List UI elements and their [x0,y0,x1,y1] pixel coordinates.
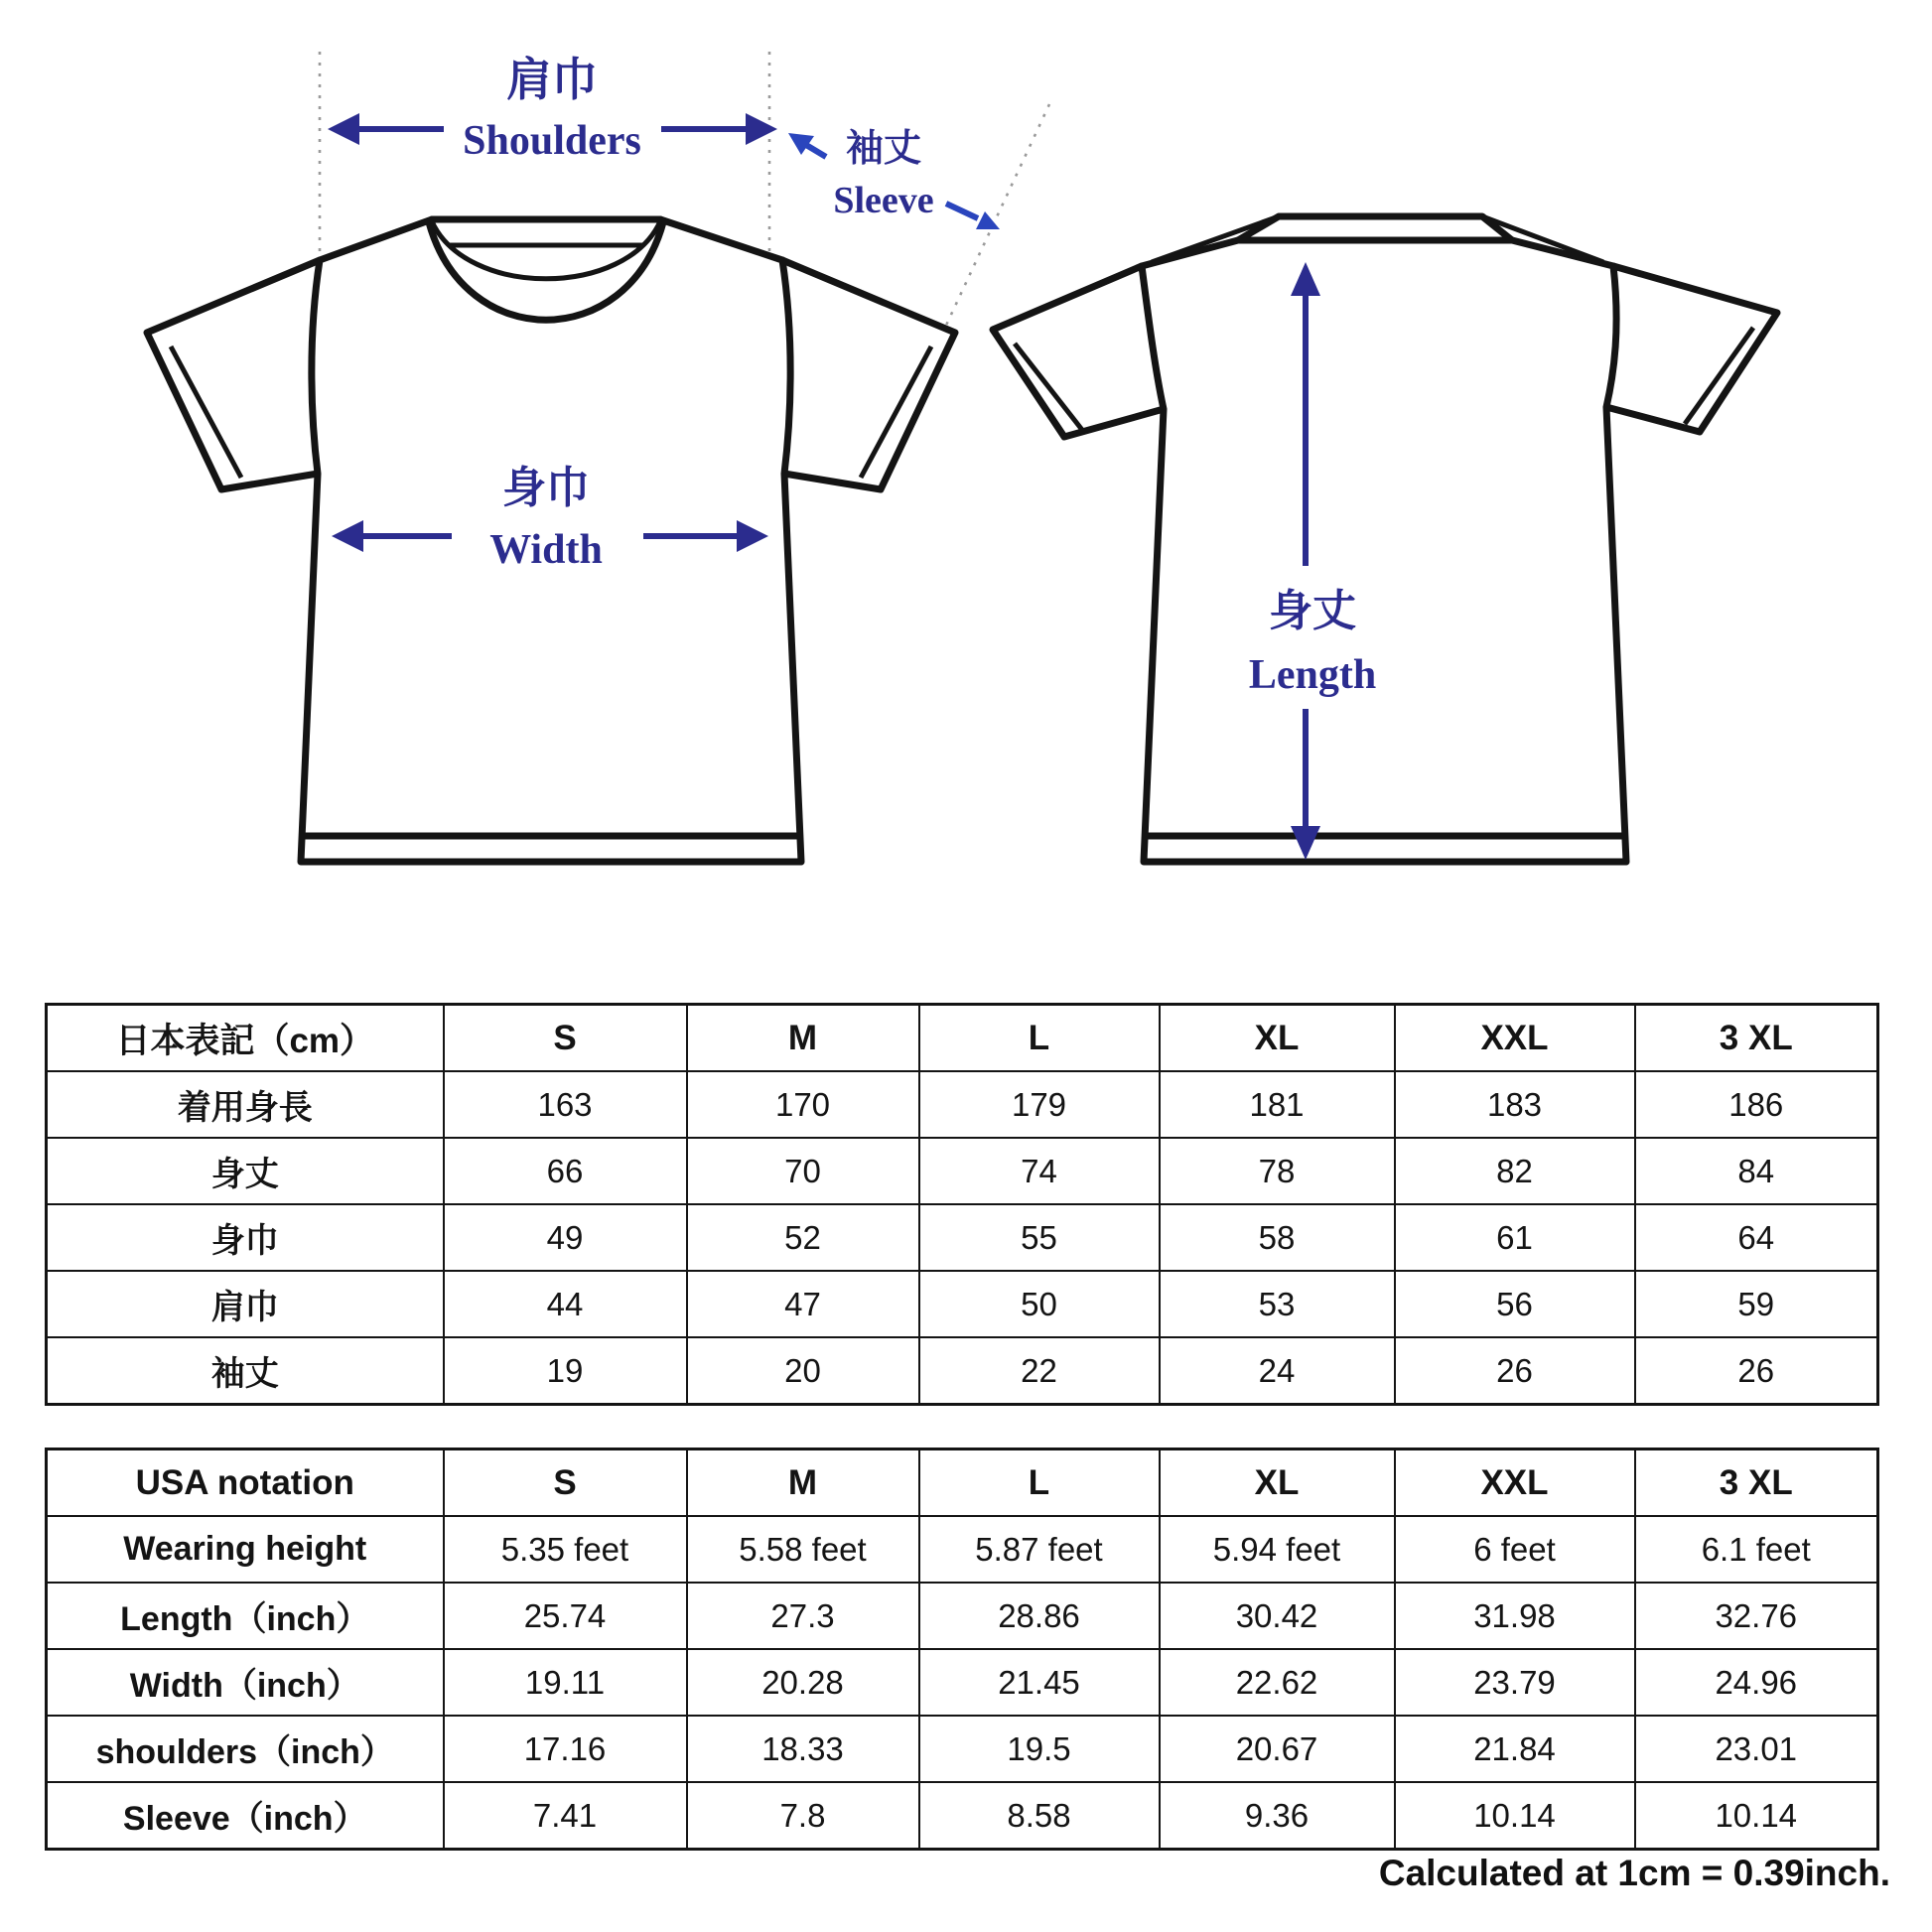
value-cell: 24 [1160,1337,1395,1405]
value-cell: 186 [1635,1071,1878,1138]
value-cell: 19.5 [919,1716,1160,1782]
value-cell: 8.58 [919,1782,1160,1850]
value-cell: 78 [1160,1138,1395,1204]
size-header-cell: M [687,1449,919,1517]
sleeve-guide-line [943,104,1049,332]
value-cell: 181 [1160,1071,1395,1138]
length-label-en: Length [1248,652,1377,698]
value-cell: 19 [444,1337,687,1405]
size-header-cell: XL [1160,1449,1395,1517]
size-header-cell: 3 XL [1635,1005,1878,1072]
value-cell: 7.41 [444,1782,687,1850]
value-cell: 10.14 [1395,1782,1635,1850]
value-cell: 23.01 [1635,1716,1878,1782]
size-header-cell: S [444,1005,687,1072]
value-cell: 27.3 [687,1583,919,1649]
row-label-cell: 身丈 [47,1138,444,1204]
row-label-cell: Wearing height [47,1516,444,1583]
value-cell: 30.42 [1160,1583,1395,1649]
value-cell: 59 [1635,1271,1878,1337]
value-cell: 50 [919,1271,1160,1337]
size-header-cell: L [919,1449,1160,1517]
value-cell: 64 [1635,1204,1878,1271]
shoulders-label-jp: 肩巾 [506,55,598,105]
width-label-en: Width [489,527,603,573]
value-cell: 163 [444,1071,687,1138]
shoulders-annotation [328,55,777,164]
size-header-cell: S [444,1449,687,1517]
value-cell: 32.76 [1635,1583,1878,1649]
value-cell: 20.28 [687,1649,919,1716]
value-cell: 26 [1395,1337,1635,1405]
table-row [47,1204,1878,1271]
value-cell: 20 [687,1337,919,1405]
table-row [47,1583,1878,1649]
value-cell: 53 [1160,1271,1395,1337]
value-cell: 55 [919,1204,1160,1271]
row-label-cell: 身巾 [47,1204,444,1271]
value-cell: 5.35 feet [444,1516,687,1583]
back-body [1142,240,1626,862]
value-cell: 5.94 feet [1160,1516,1395,1583]
row-label-cell: shoulders（inch） [47,1716,444,1782]
value-cell: 6.1 feet [1635,1516,1878,1583]
sleeve-arrow-upleft-icon [806,145,826,157]
value-cell: 23.79 [1395,1649,1635,1716]
size-table-cm [45,1003,1879,1406]
row-label-cell: Width（inch） [47,1649,444,1716]
value-cell: 5.58 feet [687,1516,919,1583]
value-cell: 82 [1395,1138,1635,1204]
value-cell: 22.62 [1160,1649,1395,1716]
row-label-cell: Sleeve（inch） [47,1782,444,1850]
value-cell: 66 [444,1138,687,1204]
front-left-sleeve [147,260,320,489]
value-cell: 22 [919,1337,1160,1405]
value-cell: 20.67 [1160,1716,1395,1782]
value-cell: 28.86 [919,1583,1160,1649]
row-label-cell: 着用身長 [47,1071,444,1138]
row-label-cell: 肩巾 [47,1271,444,1337]
value-cell: 170 [687,1071,919,1138]
value-cell: 58 [1160,1204,1395,1271]
size-header-cell: 3 XL [1635,1449,1878,1517]
table-header-row [47,1005,1878,1072]
size-header-cell: M [687,1005,919,1072]
conversion-note: Calculated at 1cm = 0.39inch. [1378,1853,1890,1893]
table-row [47,1138,1878,1204]
row-label-cell: 袖丈 [47,1337,444,1405]
value-cell: 84 [1635,1138,1878,1204]
value-cell: 26 [1635,1337,1878,1405]
value-cell: 49 [444,1204,687,1271]
value-cell: 44 [444,1271,687,1337]
sleeve-label-jp: 袖丈 [845,128,922,170]
row-label-cell: Length（inch） [47,1583,444,1649]
value-cell: 24.96 [1635,1649,1878,1716]
back-right-sleeve [1606,266,1777,432]
value-cell: 6 feet [1395,1516,1635,1583]
table-header-row [47,1449,1878,1517]
value-cell: 19.11 [444,1649,687,1716]
size-table-usa [45,1448,1879,1851]
table-row [47,1271,1878,1337]
value-cell: 74 [919,1138,1160,1204]
size-header-cell: L [919,1005,1160,1072]
value-cell: 47 [687,1271,919,1337]
size-header-cell: XXL [1395,1449,1635,1517]
shoulders-label-en: Shoulders [463,118,641,164]
table-title-cell: 日本表記（cm） [47,1005,444,1072]
value-cell: 179 [919,1071,1160,1138]
length-label-jp: 身丈 [1269,587,1356,635]
value-cell: 17.16 [444,1716,687,1782]
value-cell: 61 [1395,1204,1635,1271]
value-cell: 21.45 [919,1649,1160,1716]
table-row [47,1071,1878,1138]
value-cell: 7.8 [687,1782,919,1850]
table-row [47,1649,1878,1716]
width-label-jp: 身巾 [502,464,590,512]
table-row [47,1716,1878,1782]
value-cell: 18.33 [687,1716,919,1782]
value-cell: 9.36 [1160,1782,1395,1850]
shoulders-arrow-right-head-icon [746,113,777,145]
sleeve-arrow-downright-icon [946,204,978,218]
sleeve-label-en: Sleeve [833,180,934,221]
value-cell: 10.14 [1635,1782,1878,1850]
value-cell: 5.87 feet [919,1516,1160,1583]
sleeve-arrow-downright-head-icon [976,211,1000,229]
value-cell: 31.98 [1395,1583,1635,1649]
value-cell: 52 [687,1204,919,1271]
value-cell: 21.84 [1395,1716,1635,1782]
table-title-cell: USA notation [47,1449,444,1517]
sleeve-annotation [788,128,1000,229]
value-cell: 183 [1395,1071,1635,1138]
value-cell: 25.74 [444,1583,687,1649]
size-header-cell: XL [1160,1005,1395,1072]
table-row [47,1337,1878,1405]
value-cell: 70 [687,1138,919,1204]
value-cell: 56 [1395,1271,1635,1337]
back-shirt-drawing [993,216,1777,862]
front-right-sleeve [782,260,955,489]
table-row [47,1782,1878,1850]
shoulders-arrow-left-head-icon [328,113,359,145]
table-row [47,1516,1878,1583]
size-header-cell: XXL [1395,1005,1635,1072]
back-collar-band [1238,216,1512,240]
